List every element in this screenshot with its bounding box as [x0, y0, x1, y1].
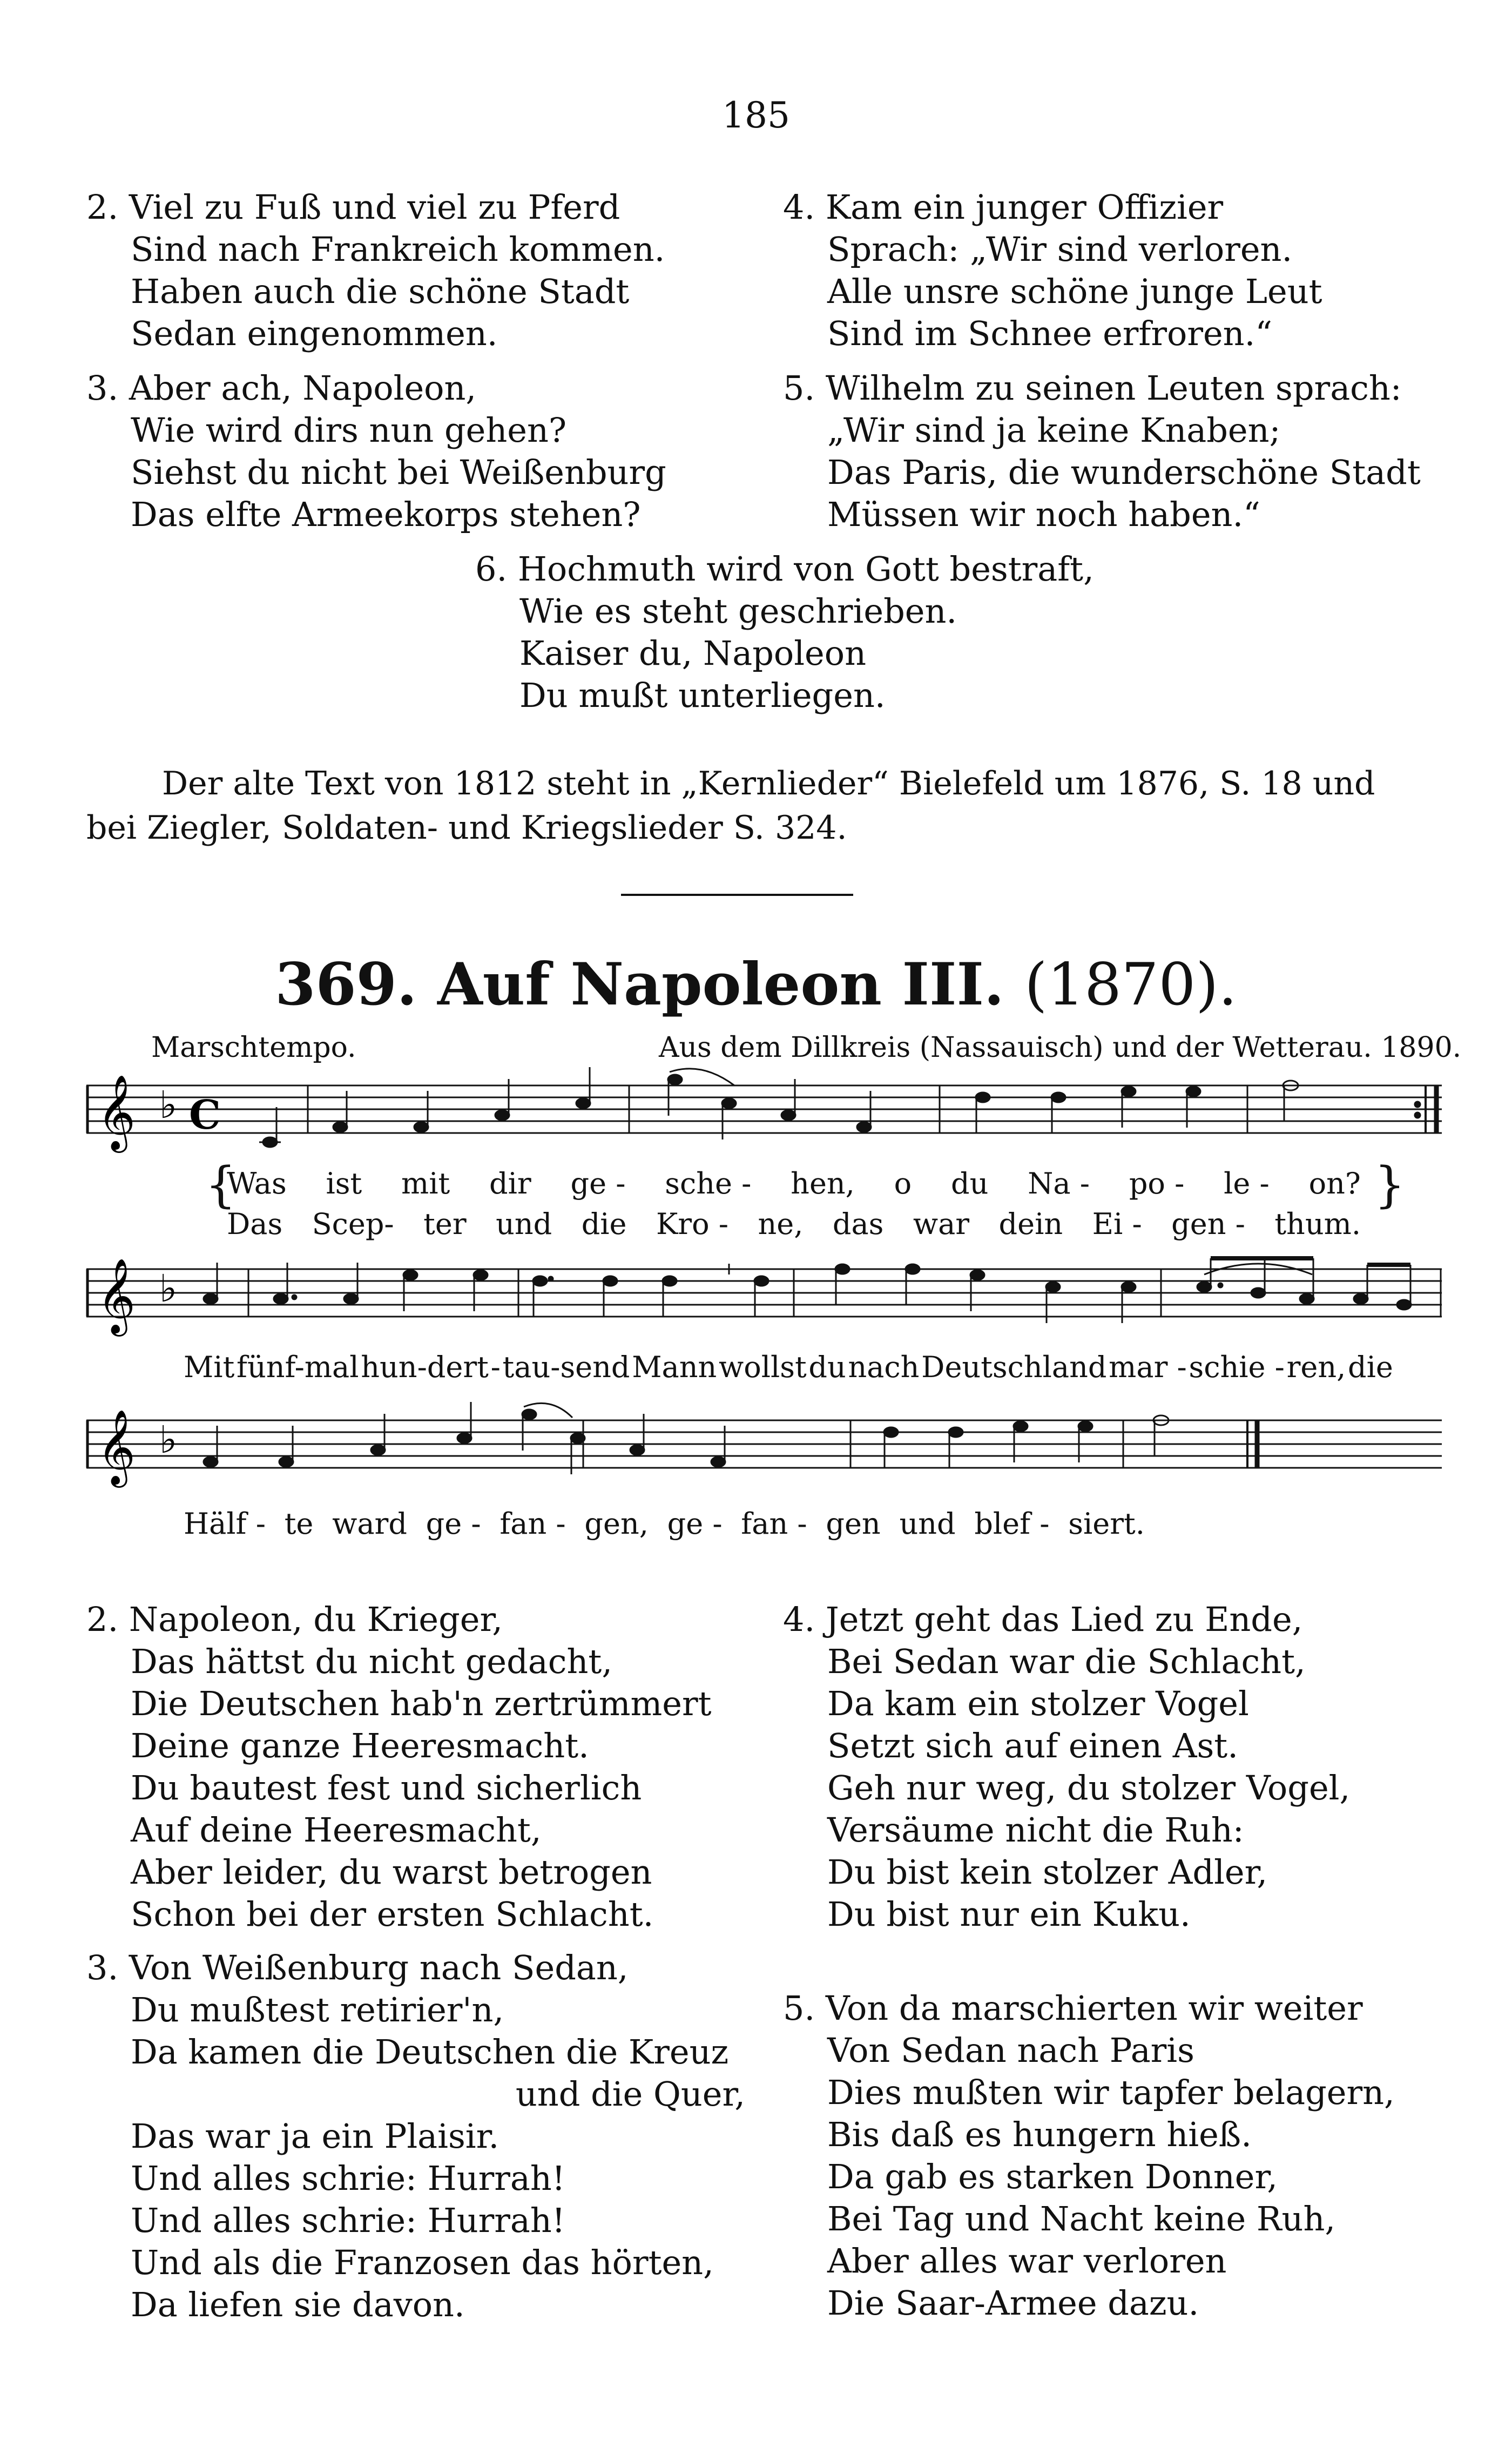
lyric-syllable: gen,: [584, 1507, 649, 1541]
lyric-syllable: ge -: [570, 1166, 626, 1201]
verse-line: Du bist kein stolzer Adler,: [827, 1852, 1268, 1892]
verse-line: Von Sedan nach Paris: [827, 2031, 1194, 2070]
lyric-syllable: Mann: [632, 1350, 717, 1384]
lyric-syllable: thum.: [1274, 1207, 1361, 1241]
song-year: (1870).: [1024, 951, 1237, 1019]
lyric-syllable: sche -: [665, 1166, 752, 1201]
verse-line: 5. Wilhelm zu seinen Leuten sprach:: [783, 368, 1402, 408]
verse-line: Geh nur weg, du stolzer Vogel,: [827, 1768, 1351, 1808]
lyric-syllable: po -: [1129, 1166, 1185, 1201]
verse-line: Da gab es starken Donner,: [827, 2157, 1278, 2196]
prev-verse-3: [86, 367, 666, 536]
section-divider: [621, 894, 853, 896]
lyric-syllable: ren,: [1286, 1350, 1346, 1384]
verse-line: Bei Tag und Nacht keine Ruh,: [827, 2199, 1336, 2238]
brace-right-icon: }: [1374, 1157, 1406, 1213]
verse-line: Da kam ein stolzer Vogel: [827, 1684, 1249, 1723]
prev-verse-5: [783, 367, 1421, 536]
lyric-syllable: mar -: [1109, 1350, 1187, 1384]
verse-line: Und als die Franzosen das hörten,: [131, 2243, 714, 2282]
verse-line: und die Quer,: [515, 2074, 745, 2114]
lyric-syllable: fan -: [741, 1507, 807, 1541]
verse-line: 6. Hochmuth wird von Gott bestraft,: [475, 549, 1094, 589]
lyric-syllable: und: [496, 1207, 552, 1241]
flat-icon: ♭: [159, 1418, 178, 1462]
verse-line: Sedan eingenommen.: [131, 314, 498, 353]
prev-verse-2: [86, 186, 665, 355]
notes-line-3: [204, 1402, 1169, 1474]
verse-line: „Wir sind ja keine Knaben;: [827, 410, 1281, 450]
verse-line: Du bautest fest und sicherlich: [131, 1768, 642, 1808]
lyric-syllable: o: [894, 1166, 912, 1201]
song-verse-4: [783, 1599, 1350, 1936]
prev-verse-6: [475, 548, 1094, 717]
lyric-syllable: fünf-mal: [236, 1350, 359, 1384]
flat-icon: ♭: [159, 1266, 178, 1311]
verse-line: Da kamen die Deutschen die Kreuz: [131, 2032, 729, 2072]
common-time-icon: C: [189, 1092, 221, 1138]
lyric-syllable: Deutschland: [921, 1350, 1107, 1384]
lyric-syllable: mit: [401, 1166, 450, 1201]
verse-line: Bei Sedan war die Schlacht,: [827, 1642, 1306, 1681]
verse-line: Auf deine Heeresmacht,: [131, 1810, 542, 1850]
verse-line: Du mußt unterliegen.: [519, 676, 886, 715]
verse-line: Du mußtest retirier'n,: [131, 1990, 504, 2029]
lyric-syllable: die: [581, 1207, 627, 1241]
verse-line: Die Deutschen hab'n zertrümmert: [131, 1684, 712, 1723]
prev-verse-4: [783, 186, 1322, 355]
lyric-syllable: du: [808, 1350, 846, 1384]
verse-line: 2. Viel zu Fuß und viel zu Pferd: [86, 187, 620, 227]
brace-left-icon: {: [205, 1157, 237, 1213]
lyric-syllable: Na -: [1028, 1166, 1090, 1201]
lyric-syllable: du: [951, 1166, 989, 1201]
verse-line: Sind nach Frankreich kommen.: [131, 230, 665, 269]
verse-line: Da liefen sie davon.: [131, 2285, 465, 2324]
lyric-syllable: on?: [1308, 1166, 1361, 1201]
lyric-syllable: Hälf -: [184, 1507, 266, 1541]
lyric-syllable: ne,: [758, 1207, 804, 1241]
verse-line: Alle unsre schöne junge Leut: [827, 272, 1322, 311]
verse-line: Dies mußten wir tapfer belagern,: [827, 2073, 1395, 2112]
verse-line: Setzt sich auf einen Ast.: [827, 1726, 1238, 1765]
source-note-line-2: bei Ziegler, Soldaten- und Kriegslieder S. 324.: [86, 809, 847, 847]
lyric-syllable: das: [832, 1207, 884, 1241]
verse-line: Du bist nur ein Kuku.: [827, 1894, 1191, 1934]
lyric-syllable: die: [1348, 1350, 1393, 1384]
verse-line: Bis daß es hungern hieß.: [827, 2115, 1252, 2154]
verse-line: Siehst du nicht bei Weißenburg: [131, 453, 666, 492]
verse-line: 4. Kam ein junger Offizier: [783, 187, 1224, 227]
verse-line: 5. Von da marschierten wir weiter: [783, 1988, 1363, 2028]
lyric-syllable: Das: [227, 1207, 283, 1241]
lyric-syllable: dein: [998, 1207, 1063, 1241]
lyric-syllable: ward: [332, 1507, 407, 1541]
verse-line: Und alles schrie: Hurrah!: [131, 2159, 565, 2198]
lyric-syllable: wollst: [718, 1350, 807, 1384]
verse-line: Aber alles war verloren: [827, 2241, 1227, 2281]
flat-icon: ♭: [159, 1083, 178, 1127]
verse-line: Das Paris, die wunderschöne Stadt: [827, 453, 1421, 492]
lyric-syllable: tau-send: [502, 1350, 630, 1384]
lyric-syllable: ter: [423, 1207, 467, 1241]
lyric-syllable: ist: [326, 1166, 362, 1201]
verse-line: Schon bei der ersten Schlacht.: [131, 1894, 654, 1934]
lyric-syllable: und: [899, 1507, 956, 1541]
lyric-syllable: schie -: [1189, 1350, 1285, 1384]
treble-clef-icon: 𝄞: [97, 1075, 136, 1150]
treble-clef-icon: 𝄞: [97, 1410, 136, 1485]
verse-line: Sind im Schnee erfroren.“: [827, 314, 1273, 353]
verse-line: Sprach: „Wir sind verloren.: [827, 230, 1293, 269]
song-number: 369.: [275, 950, 417, 1019]
lyric-syllable: Kro -: [656, 1207, 729, 1241]
verse-line: Deine ganze Heeresmacht.: [131, 1726, 589, 1765]
verse-line: Müssen wir noch haben.“: [827, 495, 1260, 534]
verse-line: 4. Jetzt geht das Lied zu Ende,: [783, 1600, 1303, 1639]
lyric-syllable: -: [490, 1350, 501, 1384]
verse-line: 3. Aber ach, Napoleon,: [86, 368, 477, 408]
verse-line: Die Saar-Armee dazu.: [827, 2283, 1199, 2323]
lyric-syllable: hen,: [791, 1166, 855, 1201]
page-number: 185: [722, 95, 790, 136]
lyric-syllable: gen -: [1171, 1207, 1245, 1241]
song-title-text: Auf Napoleon III.: [437, 950, 1004, 1019]
notes-line-2: [204, 1258, 1411, 1323]
lyric-syllable: fan -: [500, 1507, 566, 1541]
verse-line: Und alles schrie: Hurrah!: [131, 2201, 565, 2240]
verse-line: Haben auch die schöne Stadt: [131, 272, 630, 311]
lyric-syllable: ge -: [426, 1507, 481, 1541]
song-origin: Aus dem Dillkreis (Nassauisch) und der Wetterau. 1890.: [659, 1031, 1462, 1064]
lyric-syllable: Was: [227, 1166, 287, 1201]
verse-line: Das war ja ein Plaisir.: [131, 2116, 500, 2156]
lyric-syllable: dir: [489, 1166, 531, 1201]
tempo-marking: Marschtempo.: [151, 1031, 356, 1064]
song-verse-5: [783, 1987, 1395, 2324]
lyric-syllable: Mit: [184, 1350, 235, 1384]
lyric-syllable: nach: [848, 1350, 920, 1384]
lyric-syllable: siert.: [1068, 1507, 1145, 1541]
song-verse-2: [86, 1599, 712, 1936]
lyric-syllable: blef -: [974, 1507, 1050, 1541]
song-title: [0, 950, 1512, 1019]
lyric-syllable: Ei -: [1092, 1207, 1142, 1241]
verse-line: Wie wird dirs nun gehen?: [131, 410, 567, 450]
song-verse-3: [86, 1947, 745, 2326]
lyric-syllable: gen: [826, 1507, 881, 1541]
verse-line: Kaiser du, Napoleon: [519, 633, 867, 673]
verse-line: Aber leider, du warst betrogen: [131, 1852, 652, 1892]
treble-clef-icon: 𝄞: [97, 1258, 136, 1333]
music-staff-3: [86, 1410, 1442, 1518]
lyric-syllable: war: [913, 1207, 970, 1241]
notes-line-1: [259, 1067, 1420, 1147]
verse-line: Das hättst du nicht gedacht,: [131, 1642, 613, 1681]
verse-line: Versäume nicht die Ruh:: [827, 1810, 1244, 1850]
lyric-syllable: te: [284, 1507, 314, 1541]
verse-line: Wie es steht geschrieben.: [519, 591, 957, 631]
verse-line: 2. Napoleon, du Krieger,: [86, 1600, 503, 1639]
lyrics-line-1a: [227, 1166, 1361, 1201]
lyric-syllable: Scep-: [312, 1207, 394, 1241]
lyrics-line-3: [184, 1507, 1145, 1541]
lyric-syllable: le -: [1224, 1166, 1270, 1201]
verse-line: Das elfte Armeekorps stehen?: [131, 495, 641, 534]
lyric-syllable: ge -: [667, 1507, 723, 1541]
verse-line: 3. Von Weißenburg nach Sedan,: [86, 1948, 629, 1987]
lyrics-line-1b: [227, 1207, 1361, 1241]
source-note-line-1: Der alte Text von 1812 steht in „Kernlieder“ Bielefeld um 1876, S. 18 und: [162, 765, 1375, 802]
lyrics-line-2: [184, 1350, 1393, 1384]
lyric-syllable: hun-dert: [361, 1350, 489, 1384]
